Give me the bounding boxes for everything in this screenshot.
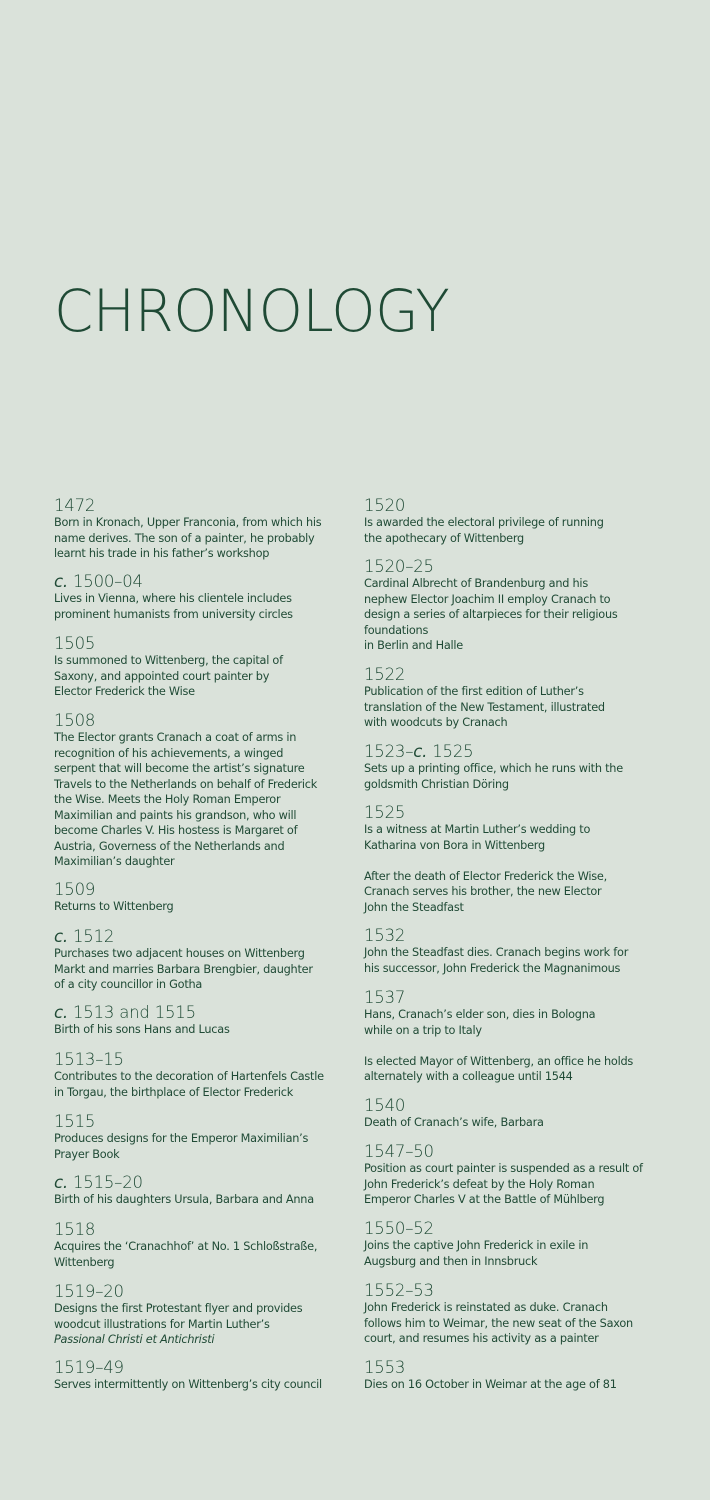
year-text: 1513 and 1515: [72, 1003, 196, 1022]
entry-description: [54, 946, 354, 993]
entry-description: [364, 576, 664, 654]
description-line: The Elector grants Cranach a coat of arms in: [54, 731, 297, 744]
work-title: Passional Christi et Antichristi: [54, 1333, 215, 1346]
description-line: Contributes to the decoration of Hartenfels Castle: [54, 1070, 324, 1083]
circa-mark: c.: [413, 742, 428, 761]
description-line: follows him to Weimar, the new seat of the Saxon: [364, 1316, 633, 1330]
entry-description: [54, 1377, 354, 1393]
entry-description: [364, 1007, 664, 1085]
year-text: 1512: [72, 927, 115, 946]
entry-description: [364, 1300, 664, 1347]
description-line: Is elected Mayor of Wittenberg, an office he holds: [364, 1054, 634, 1068]
chronology-entry: [364, 926, 664, 976]
description-line: John the Steadfast: [364, 900, 464, 914]
circa-mark: c.: [54, 572, 68, 591]
chronology-entry: [54, 1050, 354, 1100]
chronology-entry: [54, 1112, 354, 1162]
entry-description: [54, 899, 354, 915]
chronology-entry: [364, 557, 664, 654]
description-line: Born in Kronach, Upper Franconia, from which his: [54, 516, 322, 529]
description-line: Saxony, and appointed court painter by: [54, 669, 270, 683]
description-line: Designs the first Protestant flyer and provides: [54, 1302, 303, 1315]
description-line: serpent that will become the artist’s signature: [54, 762, 305, 775]
description-line: Markt and marries Barbara Brengbier, daughter: [54, 962, 313, 976]
description-line: nephew Elector Joachim II employ Cranach to: [364, 592, 611, 606]
chronology-entry: [54, 572, 354, 622]
chronology-entry: [364, 496, 664, 546]
description-line: Sets up a printing office, which he runs with the: [364, 762, 623, 775]
description-line: Austria, Governess of the Netherlands and: [54, 839, 285, 853]
description-line: Birth of his daughters Ursula, Barbara and Anna: [54, 1193, 314, 1206]
description-line: translation of the New Testament, illustrated: [364, 700, 605, 714]
year-text: 1522: [364, 665, 406, 684]
description-line: become Charles V. His hostess is Margaret of: [54, 824, 298, 837]
entry-description: [54, 1131, 354, 1162]
entry-year: [54, 1358, 354, 1377]
chronology-entry: [54, 711, 354, 870]
year-text: 1519–20: [54, 1282, 124, 1301]
entry-year: [364, 1142, 664, 1161]
entry-description: [54, 653, 354, 700]
description-line: of a city councillor in Gotha: [54, 978, 203, 991]
circa-mark: c.: [54, 1173, 68, 1192]
paragraph-gap: [364, 1038, 664, 1054]
year-text: 1540: [364, 1096, 406, 1115]
description-line: Cardinal Albrecht of Brandenburg and his: [364, 577, 588, 590]
entry-year: [364, 1281, 664, 1300]
description-line: John Frederick is reinstated as duke. Cranach: [364, 1301, 608, 1314]
circa-mark: c.: [54, 1003, 68, 1022]
year-text: 1523–: [364, 742, 414, 761]
chronology-entry: [364, 1281, 664, 1347]
year-text: 1550–52: [364, 1219, 434, 1238]
description-line: Publication of the first edition of Luther’s: [364, 685, 584, 698]
description-line: Joins the captive John Frederick in exile in: [364, 1239, 589, 1252]
description-line: Death of Cranach’s wife, Barbara: [364, 1116, 544, 1129]
description-line: After the death of Elector Frederick the Wise,: [364, 869, 607, 883]
description-line: Katharina von Bora in Wittenberg: [364, 838, 545, 852]
chronology-entry: [364, 803, 664, 915]
entry-year: [364, 1358, 664, 1377]
entry-description: [54, 515, 354, 562]
entry-year: [364, 988, 664, 1007]
description-line: in Berlin and Halle: [364, 639, 464, 652]
chronology-entry: [364, 1219, 664, 1269]
page-title: CHRONOLOGY: [54, 277, 450, 345]
description-line: Position as court painter is suspended as a result of: [364, 1162, 643, 1175]
year-text: 1537: [364, 988, 406, 1007]
year-text: 1532: [364, 926, 406, 945]
year-text: 1518: [54, 1220, 96, 1239]
description-line: with woodcuts by Cranach: [364, 716, 508, 729]
entry-description: [54, 1192, 354, 1208]
description-line: goldsmith Christian Döring: [364, 777, 509, 791]
description-line: Maximilian’s daughter: [54, 855, 175, 868]
year-text: 1500–04: [72, 572, 143, 591]
description-line: Birth of his sons Hans and Lucas: [54, 1023, 230, 1036]
description-line: Lives in Vienna, where his clientele includes: [54, 592, 292, 605]
chronology-entry: [364, 742, 664, 792]
entry-year: [54, 1220, 354, 1239]
year-text: 1519–49: [54, 1358, 124, 1377]
description-line: Is awarded the electoral privilege of running: [364, 516, 604, 529]
entry-year: [54, 1003, 354, 1022]
entry-year: [54, 1050, 354, 1069]
description-line: while on a trip to Italy: [364, 1023, 482, 1037]
chronology-entry: [54, 496, 354, 562]
description-line: Wittenberg: [54, 1255, 115, 1269]
entry-description: [364, 1115, 664, 1131]
entry-year: [364, 496, 664, 515]
description-line: learnt his trade in his father’s workshop: [54, 547, 270, 560]
description-line: Cranach serves his brother, the new Elector: [364, 885, 602, 898]
description-line: Hans, Cranach’s elder son, dies in Bologna: [364, 1008, 596, 1021]
entry-year: [54, 711, 354, 730]
entry-year: [364, 926, 664, 945]
entry-description: [364, 761, 664, 792]
description-line: John the Steadfast dies. Cranach begins work for: [364, 946, 629, 959]
year-text: 1508: [54, 711, 96, 730]
description-line: the apothecary of Wittenberg: [364, 531, 524, 545]
description-line: Returns to Wittenberg: [54, 900, 174, 913]
chronology-entry: [54, 927, 354, 993]
entry-description: [54, 591, 354, 622]
entry-year: [364, 557, 664, 576]
entry-year: [54, 572, 354, 591]
year-text: 1553: [364, 1358, 406, 1377]
entry-description: [364, 1238, 664, 1269]
chronology-entry: [364, 1358, 664, 1393]
description-line: woodcut illustrations for Martin Luther’s: [54, 1317, 270, 1331]
description-line: Is a witness at Martin Luther’s wedding to: [364, 823, 591, 836]
entry-description: [364, 515, 664, 546]
year-text: 1505: [54, 634, 96, 653]
description-line: in Torgau, the birthplace of Elector Frederick: [54, 1085, 293, 1099]
entry-year: [54, 634, 354, 653]
entry-year: [54, 1173, 354, 1192]
chronology-entry: [364, 665, 664, 731]
year-text: 1525: [432, 742, 474, 761]
chronology-entry: [54, 1003, 354, 1038]
entry-year: [364, 665, 664, 684]
chronology-entry: [54, 634, 354, 700]
year-text: 1525: [364, 803, 406, 822]
entry-description: [364, 822, 664, 915]
entry-description: [364, 945, 664, 976]
year-text: 1513–15: [54, 1050, 124, 1069]
entry-year: [54, 880, 354, 899]
description-line: Emperor Charles V at the Battle of Mühlberg: [364, 1193, 605, 1206]
entry-description: [54, 1239, 354, 1270]
entry-description: [54, 1069, 354, 1100]
description-line: name derives. The son of a painter, he probably: [54, 531, 315, 545]
chronology-entry: [54, 1220, 354, 1270]
description-line: the Wise. Meets the Holy Roman Emperor: [54, 793, 281, 806]
year-text: 1520–25: [364, 557, 434, 576]
year-text: 1509: [54, 880, 96, 899]
year-text: 1472: [54, 496, 96, 515]
chronology-entry: [54, 1282, 354, 1348]
description-line: design a series of altarpieces for their religious: [364, 608, 618, 621]
entry-year: [364, 1096, 664, 1115]
description-line: Travels to the Netherlands on behalf of Frederick: [54, 777, 318, 791]
description-line: Elector Frederick the Wise: [54, 685, 195, 698]
entry-year: [54, 927, 354, 946]
entry-description: [364, 684, 664, 731]
chronology-entry: [364, 1096, 664, 1131]
entry-description: [54, 1022, 354, 1038]
description-line: foundations: [364, 623, 429, 637]
paragraph-gap: [364, 853, 664, 869]
chronology-entry: [364, 988, 664, 1085]
description-line: Dies on 16 October in Weimar at the age of 81: [364, 1378, 617, 1391]
entry-year: [54, 1112, 354, 1131]
description-line: Serves intermittently on Wittenberg’s city council: [54, 1378, 322, 1391]
entry-description: [364, 1377, 664, 1393]
description-line: Is summoned to Wittenberg, the capital of: [54, 654, 283, 667]
description-line: Produces designs for the Emperor Maximilian’s: [54, 1132, 309, 1145]
year-text: 1515–20: [72, 1173, 143, 1192]
circa-mark: c.: [54, 927, 68, 946]
entry-year: [54, 496, 354, 515]
entry-year: [364, 742, 664, 761]
description-line: alternately with a colleague until 1544: [364, 1070, 573, 1083]
chronology-entry: [54, 1358, 354, 1393]
entry-year: [364, 1219, 664, 1238]
entry-year: [364, 803, 664, 822]
chronology-entry: [364, 1142, 664, 1208]
description-line: his successor, John Frederick the Magnanimous: [364, 961, 621, 975]
description-line: Prayer Book: [54, 1147, 120, 1161]
year-text: 1515: [54, 1112, 96, 1131]
entry-description: [54, 730, 354, 870]
year-text: 1547–50: [364, 1142, 434, 1161]
chronology-entry: [54, 1173, 354, 1208]
entry-description: [54, 1301, 354, 1348]
description-line: recognition of his achievements, a winged: [54, 746, 284, 760]
entry-year: [54, 1282, 354, 1301]
description-line: Maximilian and paints his grandson, who will: [54, 808, 297, 822]
entry-description: [364, 1161, 664, 1208]
year-text: 1520: [364, 496, 406, 515]
description-line: Augsburg and then in Innsbruck: [364, 1254, 538, 1268]
chronology-entry: [54, 880, 354, 915]
year-text: 1552–53: [364, 1281, 434, 1300]
description-line: court, and resumes his activity as a painter: [364, 1332, 599, 1345]
description-line: John Frederick’s defeat by the Holy Roman: [364, 1177, 595, 1191]
description-line: Acquires the ‘Cranachhof’ at No. 1 Schloßstraße,: [54, 1240, 318, 1253]
description-line: Purchases two adjacent houses on Wittenberg: [54, 947, 305, 960]
description-line: prominent humanists from university circles: [54, 607, 293, 621]
